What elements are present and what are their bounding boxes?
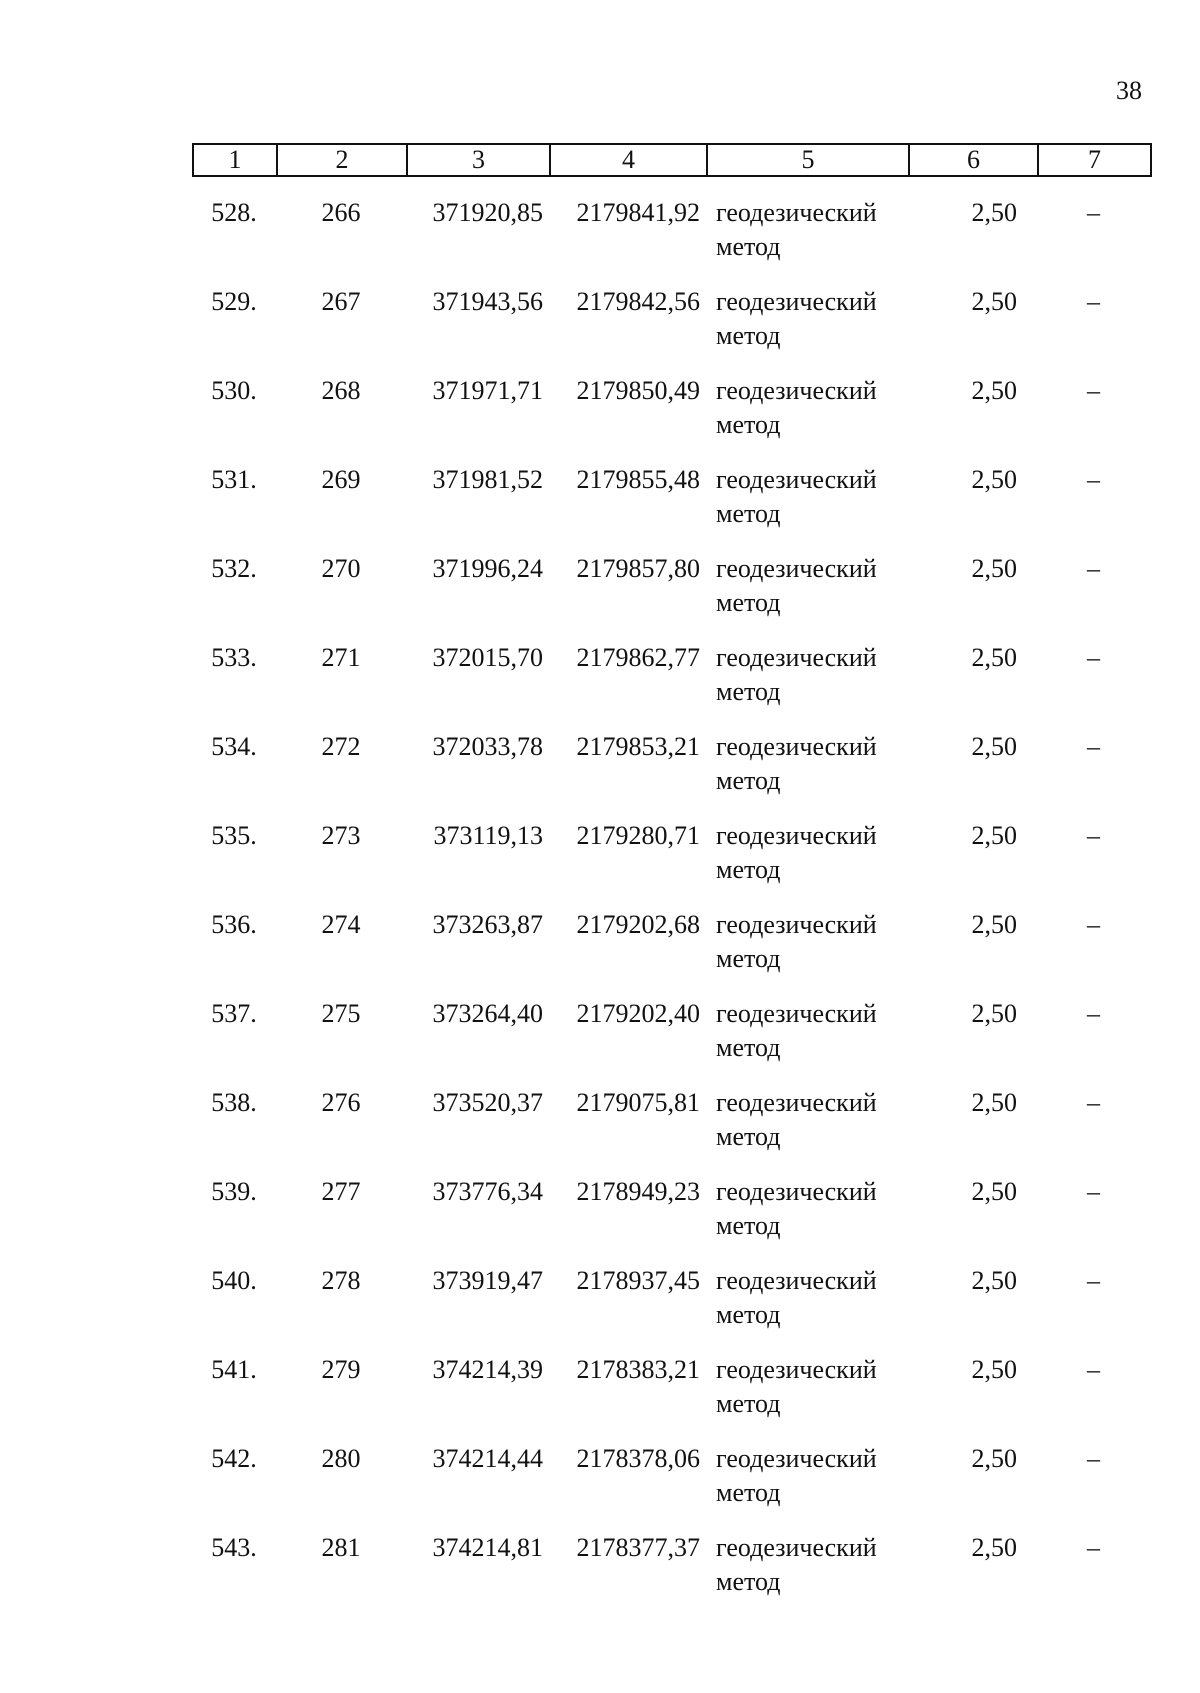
method-line-2: метод — [716, 1567, 781, 1596]
coordinate-x: 373776,34 — [432, 1177, 543, 1206]
point-number: 279 — [321, 1355, 361, 1384]
coordinate-y: 2178937,45 — [576, 1266, 700, 1295]
method-line-2: метод — [716, 677, 781, 706]
method-cell — [706, 908, 908, 997]
row-number: 532. — [211, 554, 257, 583]
table-row — [192, 1175, 1150, 1264]
row-number: 531. — [211, 465, 257, 494]
table-row — [192, 641, 1150, 730]
accuracy-value: 2,50 — [971, 1266, 1017, 1295]
note-dash: – — [1087, 465, 1100, 494]
table-row — [192, 1442, 1150, 1531]
accuracy-value: 2,50 — [971, 821, 1017, 850]
table-row — [192, 1353, 1150, 1442]
method-line-2: метод — [716, 1389, 781, 1418]
coordinate-x: 371981,52 — [432, 465, 543, 494]
coordinate-x: 371943,56 — [432, 287, 543, 316]
method-line-1: геодезический — [716, 999, 877, 1028]
accuracy-value: 2,50 — [971, 554, 1017, 583]
coordinate-y: 2179850,49 — [576, 376, 700, 405]
page-number: 38 — [1116, 76, 1142, 105]
method-cell — [706, 552, 908, 641]
row-number: 543. — [211, 1533, 257, 1562]
row-number: 530. — [211, 376, 257, 405]
coordinate-y: 2178383,21 — [576, 1355, 700, 1384]
header-col-6: 6 — [909, 144, 1038, 176]
note-dash: – — [1087, 1088, 1100, 1117]
coordinate-x: 374214,44 — [432, 1444, 543, 1473]
method-line-2: метод — [716, 1300, 781, 1329]
note-dash: – — [1087, 1177, 1100, 1206]
point-number: 273 — [321, 821, 361, 850]
coordinate-x: 372015,70 — [432, 643, 543, 672]
method-line-2: метод — [716, 232, 781, 261]
method-line-1: геодезический — [716, 1533, 877, 1562]
coordinate-y: 2179842,56 — [576, 287, 700, 316]
coordinate-y: 2179862,77 — [576, 643, 700, 672]
accuracy-value: 2,50 — [971, 465, 1017, 494]
coordinate-x: 374214,81 — [432, 1533, 543, 1562]
method-line-2: метод — [716, 410, 781, 439]
header-col-5: 5 — [707, 144, 909, 176]
row-number: 542. — [211, 1444, 257, 1473]
method-line-2: метод — [716, 1122, 781, 1151]
method-cell — [706, 196, 908, 285]
row-number: 540. — [211, 1266, 257, 1295]
method-line-1: геодезический — [716, 465, 877, 494]
coordinate-y: 2179202,68 — [576, 910, 700, 939]
row-number: 538. — [211, 1088, 257, 1117]
accuracy-value: 2,50 — [971, 198, 1017, 227]
method-cell — [706, 1175, 908, 1264]
coordinate-y: 2179075,81 — [576, 1088, 700, 1117]
note-dash: – — [1087, 376, 1100, 405]
point-number: 275 — [321, 999, 361, 1028]
method-line-2: метод — [716, 766, 781, 795]
method-line-1: геодезический — [716, 732, 877, 761]
note-dash: – — [1087, 1533, 1100, 1562]
point-number: 269 — [321, 465, 361, 494]
coordinate-x: 371971,71 — [432, 376, 543, 405]
table-row — [192, 1264, 1150, 1353]
method-line-2: метод — [716, 321, 781, 350]
method-line-2: метод — [716, 588, 781, 617]
header-col-2: 2 — [277, 144, 407, 176]
coordinate-x: 373119,13 — [433, 821, 543, 850]
coordinate-y: 2179280,71 — [576, 821, 700, 850]
table-row — [192, 463, 1150, 552]
note-dash: – — [1087, 287, 1100, 316]
accuracy-value: 2,50 — [971, 376, 1017, 405]
table-header — [192, 143, 1152, 177]
method-line-1: геодезический — [716, 643, 877, 672]
coordinate-y: 2178949,23 — [576, 1177, 700, 1206]
method-line-1: геодезический — [716, 1355, 877, 1384]
method-line-2: метод — [716, 944, 781, 973]
method-line-1: геодезический — [716, 198, 877, 227]
header-col-3: 3 — [407, 144, 550, 176]
table-row — [192, 285, 1150, 374]
coordinate-y: 2178377,37 — [576, 1533, 700, 1562]
accuracy-value: 2,50 — [971, 643, 1017, 672]
accuracy-value: 2,50 — [971, 1177, 1017, 1206]
point-number: 268 — [321, 376, 361, 405]
method-line-2: метод — [716, 1033, 781, 1062]
method-line-1: геодезический — [716, 1088, 877, 1117]
coordinate-y: 2179202,40 — [576, 999, 700, 1028]
method-cell — [706, 1086, 908, 1175]
point-number: 280 — [321, 1444, 361, 1473]
row-number: 536. — [211, 910, 257, 939]
coordinate-x: 373919,47 — [432, 1266, 543, 1295]
method-line-1: геодезический — [716, 821, 877, 850]
accuracy-value: 2,50 — [971, 1355, 1017, 1384]
note-dash: – — [1087, 1355, 1100, 1384]
coordinate-x: 372033,78 — [432, 732, 543, 761]
method-cell — [706, 641, 908, 730]
note-dash: – — [1087, 821, 1100, 850]
point-number: 271 — [321, 643, 361, 672]
method-line-1: геодезический — [716, 287, 877, 316]
point-number: 281 — [321, 1533, 361, 1562]
row-number: 535. — [211, 821, 257, 850]
method-cell — [706, 463, 908, 552]
row-number: 539. — [211, 1177, 257, 1206]
method-line-2: метод — [716, 1211, 781, 1240]
method-cell — [706, 1353, 908, 1442]
header-col-1: 1 — [193, 144, 277, 176]
note-dash: – — [1087, 732, 1100, 761]
accuracy-value: 2,50 — [971, 1533, 1017, 1562]
coordinate-x: 373520,37 — [432, 1088, 543, 1117]
coordinate-x: 373264,40 — [432, 999, 543, 1028]
row-number: 534. — [211, 732, 257, 761]
table-row — [192, 1086, 1150, 1175]
accuracy-value: 2,50 — [971, 910, 1017, 939]
row-number: 528. — [211, 198, 257, 227]
coordinate-x: 374214,39 — [432, 1355, 543, 1384]
coordinate-x: 371996,24 — [432, 554, 543, 583]
coordinate-y: 2179841,92 — [576, 198, 700, 227]
method-cell — [706, 1531, 908, 1620]
method-line-1: геодезический — [716, 554, 877, 583]
method-cell — [706, 730, 908, 819]
note-dash: – — [1087, 910, 1100, 939]
table-row — [192, 819, 1150, 908]
point-number: 277 — [321, 1177, 361, 1206]
method-cell — [706, 1264, 908, 1353]
method-line-2: метод — [716, 855, 781, 884]
method-cell — [706, 374, 908, 463]
accuracy-value: 2,50 — [971, 287, 1017, 316]
table-row — [192, 730, 1150, 819]
method-line-1: геодезический — [716, 1177, 877, 1206]
table-row — [192, 552, 1150, 641]
point-number: 276 — [321, 1088, 361, 1117]
table-row — [192, 374, 1150, 463]
point-number: 270 — [321, 554, 361, 583]
coordinate-y: 2179855,48 — [576, 465, 700, 494]
table-body — [192, 196, 1150, 1620]
table-row — [192, 1531, 1150, 1620]
note-dash: – — [1087, 198, 1100, 227]
row-number: 529. — [211, 287, 257, 316]
note-dash: – — [1087, 554, 1100, 583]
coordinate-y: 2179857,80 — [576, 554, 700, 583]
row-number: 537. — [211, 999, 257, 1028]
method-line-1: геодезический — [716, 910, 877, 939]
accuracy-value: 2,50 — [971, 732, 1017, 761]
method-line-2: метод — [716, 499, 781, 528]
header-col-4: 4 — [550, 144, 707, 176]
coordinate-x: 371920,85 — [432, 198, 543, 227]
accuracy-value: 2,50 — [971, 999, 1017, 1028]
point-number: 267 — [321, 287, 361, 316]
table-row — [192, 908, 1150, 997]
note-dash: – — [1087, 643, 1100, 672]
coordinate-y: 2178378,06 — [576, 1444, 700, 1473]
method-line-1: геодезический — [716, 1444, 877, 1473]
note-dash: – — [1087, 1266, 1100, 1295]
method-line-2: метод — [716, 1478, 781, 1507]
method-cell — [706, 1442, 908, 1531]
point-number: 274 — [321, 910, 361, 939]
note-dash: – — [1087, 1444, 1100, 1473]
coordinate-y: 2179853,21 — [576, 732, 700, 761]
table-row — [192, 997, 1150, 1086]
row-number: 541. — [211, 1355, 257, 1384]
coordinate-x: 373263,87 — [432, 910, 543, 939]
method-line-1: геодезический — [716, 1266, 877, 1295]
header-col-7: 7 — [1038, 144, 1151, 176]
method-cell — [706, 285, 908, 374]
accuracy-value: 2,50 — [971, 1088, 1017, 1117]
header-row — [193, 144, 1151, 176]
accuracy-value: 2,50 — [971, 1444, 1017, 1473]
point-number: 266 — [321, 198, 361, 227]
table-row — [192, 196, 1150, 285]
row-number: 533. — [211, 643, 257, 672]
point-number: 272 — [321, 732, 361, 761]
method-cell — [706, 819, 908, 908]
note-dash: – — [1087, 999, 1100, 1028]
point-number: 278 — [321, 1266, 361, 1295]
method-line-1: геодезический — [716, 376, 877, 405]
method-cell — [706, 997, 908, 1086]
